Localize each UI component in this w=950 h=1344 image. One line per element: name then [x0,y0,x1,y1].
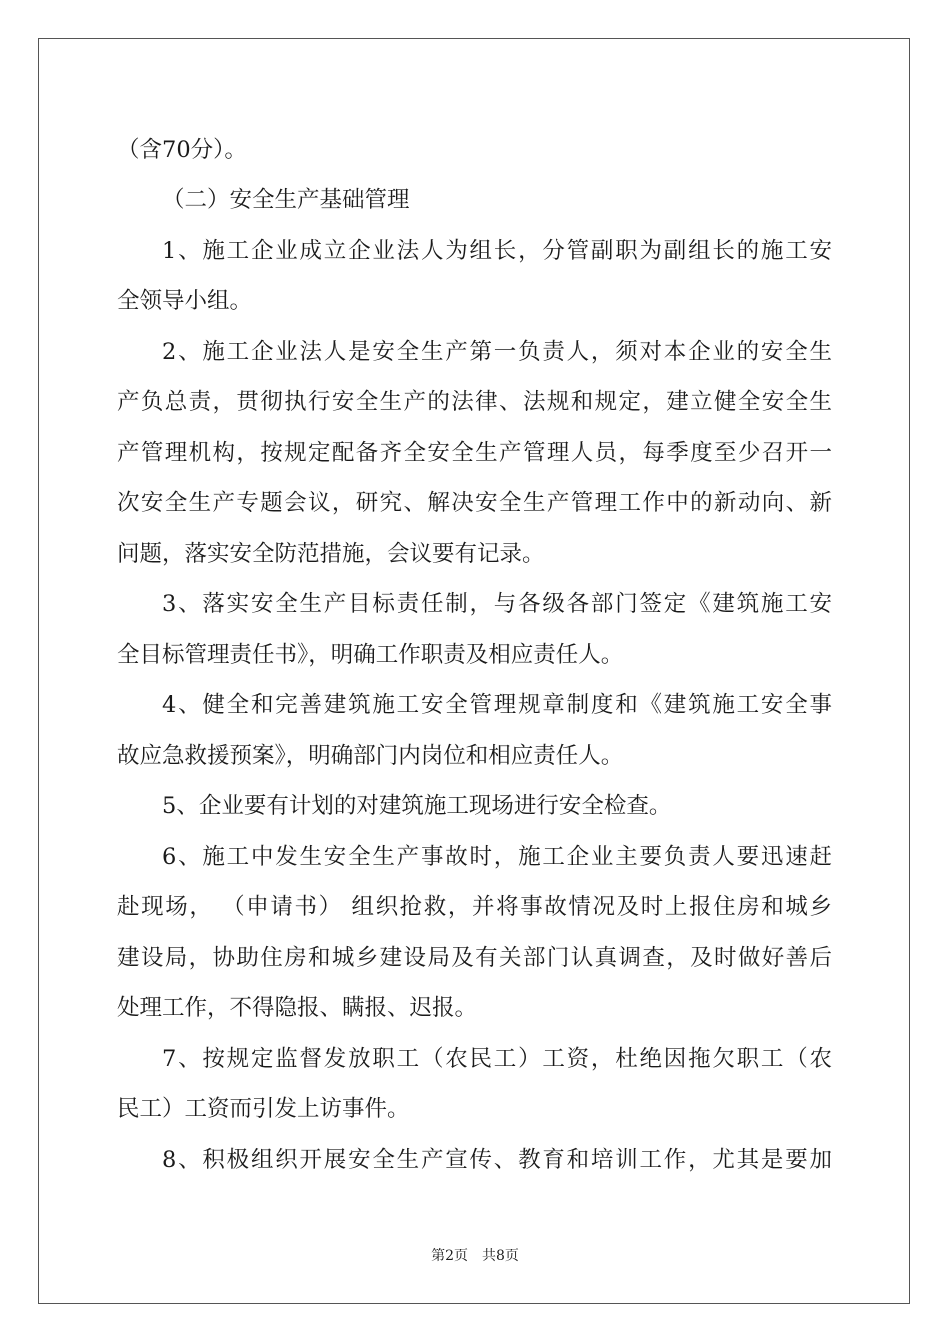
text-line: 6、施工中发生安全生产事故时，施工企业主要负责人要迅速赶 [162,844,832,870]
page-footer: 第2页 共8页 [431,1248,519,1264]
text-line: 处理工作，不得隐报、瞒报、迟报。 [117,995,478,1021]
text-line: 1、施工企业成立企业法人为组长，分管副职为副组长的施工安 [162,238,832,264]
text-line: 次安全生产专题会议，研究、解决安全生产管理工作中的新动向、新 [117,490,832,516]
text-line: 赴现场， （申请书） 组织抢救，并将事故情况及时上报住房和城乡 [117,894,832,920]
text-line: 4、健全和完善建筑施工安全管理规章制度和《建筑施工安全事 [162,692,832,718]
text-line: 建设局，协助住房和城乡建设局及有关部门认真调查，及时做好善后 [117,945,832,971]
text-line: 2、施工企业法人是安全生产第一负责人，须对本企业的安全生 [162,339,832,365]
text-line: 3、落实安全生产目标责任制，与各级各部门签定《建筑施工安 [162,591,832,617]
section-heading: （二）安全生产基础管理 [162,187,410,213]
text-line: 产负总责，贯彻执行安全生产的法律、法规和规定，建立健全安全生 [117,389,832,415]
text-line: 故应急救援预案》，明确部门内岗位和相应责任人。 [117,743,624,769]
text-line: 8、积极组织开展安全生产宣传、教育和培训工作，尤其是要加 [162,1147,832,1173]
text-line: 全目标管理责任书》，明确工作职责及相应责任人。 [117,642,624,668]
text-line: 问题，落实安全防范措施，会议要有记录。 [117,541,545,567]
text-line: 民工）工资而引发上访事件。 [117,1096,410,1122]
text-line: 全领导小组。 [117,288,253,314]
text-line: 5、企业要有计划的对建筑施工现场进行安全检查。 [162,793,672,819]
text-line: （含70分）。 [117,137,247,163]
text-line: 7、按规定监督发放职工（农民工）工资，杜绝因拖欠职工（农 [162,1046,832,1072]
text-line: 产管理机构，按规定配备齐全安全生产管理人员，每季度至少召开一 [117,440,832,466]
